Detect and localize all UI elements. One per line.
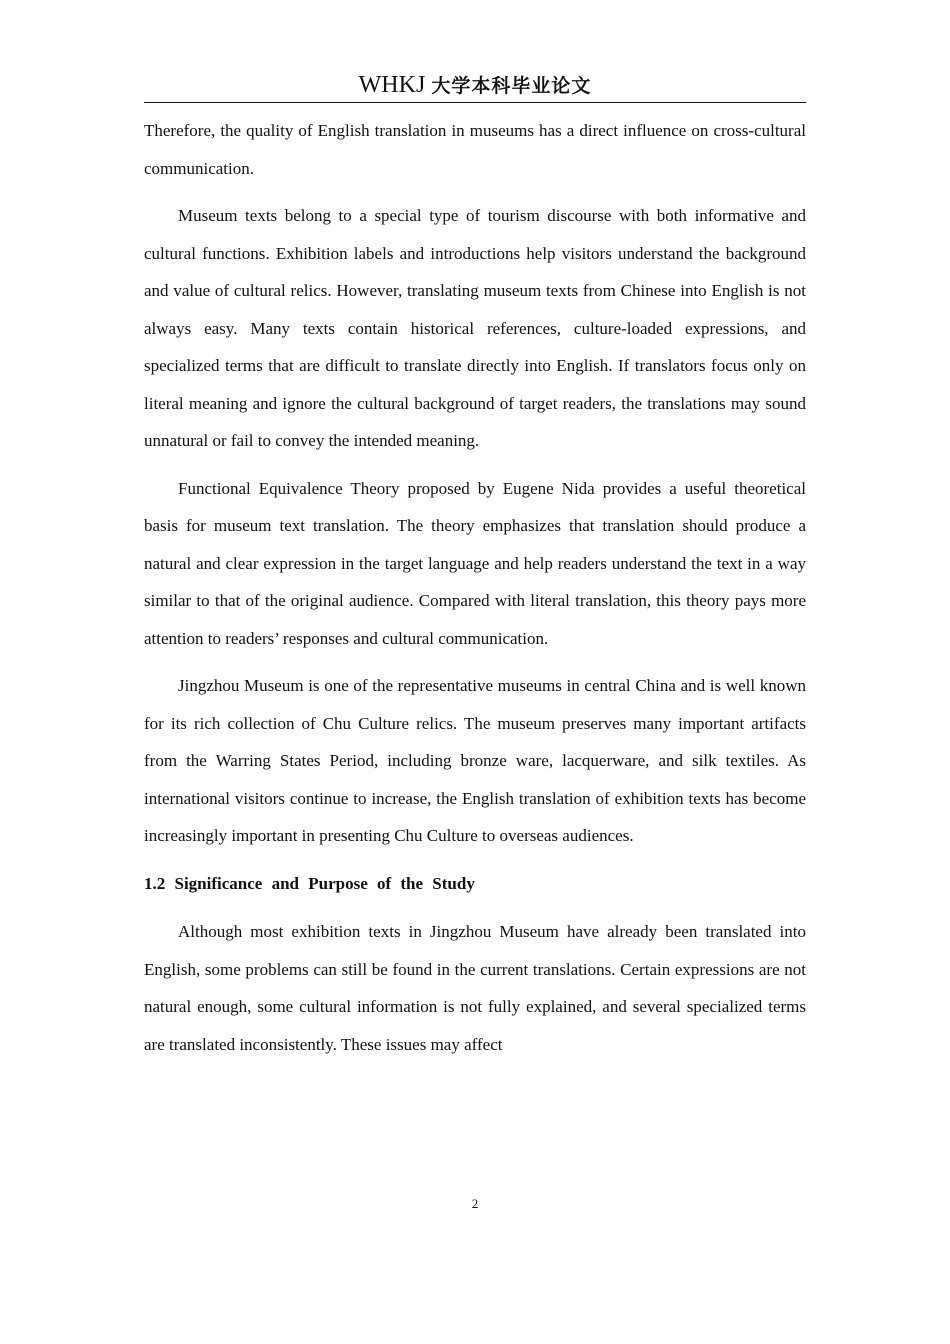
paragraph-continued: Therefore, the quality of English translation in museums has a direct influence on cross-cultural communication. [144,121,806,178]
paragraph: Functional Equivalence Theory proposed by Eugene Nida provides a useful theoretical basis for museum text translation. The theory emphasizes that translation should produce a natural and clear expression in the target language and help readers understand the text in a way similar to that of the original audience. Compared with literal translation, this theory pays more attention to readers’ responses and cultural communication. [144,478,806,648]
paragraph: Although most exhibition texts in Jingzhou Museum have already been translated into English, some problems can still be found in the current translations. Certain expressions are not natural enough, some cultural information is not fully explained, and several specialized terms are translated inconsistently. These issues may affect [144,922,806,1054]
page-number: 2 [471,1196,479,1211]
section-heading: 1.2 Significance and Purpose of the Study [144,873,475,893]
paragraph: Museum texts belong to a special type of tourism discourse with both informative and cultural functions. Exhibition labels and introductions help visitors understand the background and value of cultural relics. However, translating museum texts from Chinese into English is not always easy. Many texts contain historical references, culture-loaded expressions, and specialized terms that are difficult to translate directly into English. If translators focus only on literal meaning and ignore the cultural background of target readers, the translations may sound unnatural or fail to convey the intended meaning. [144,206,806,450]
page-header [144,68,806,103]
page-body [144,112,806,1073]
header-rule [144,102,806,103]
paragraph: Jingzhou Museum is one of the representative museums in central China and is well known for its rich collection of Chu Culture relics. The museum preserves many important artifacts from the Warring States Period, including bronze ware, lacquerware, and silk textiles. As international visitors continue to increase, the English translation of exhibition texts has become increasingly important in presenting Chu Culture to overseas audiences. [144,676,806,845]
header-latin-title: WHKJ [358,72,426,98]
header-cjk-title: 大学本科毕业论文 [431,75,592,97]
